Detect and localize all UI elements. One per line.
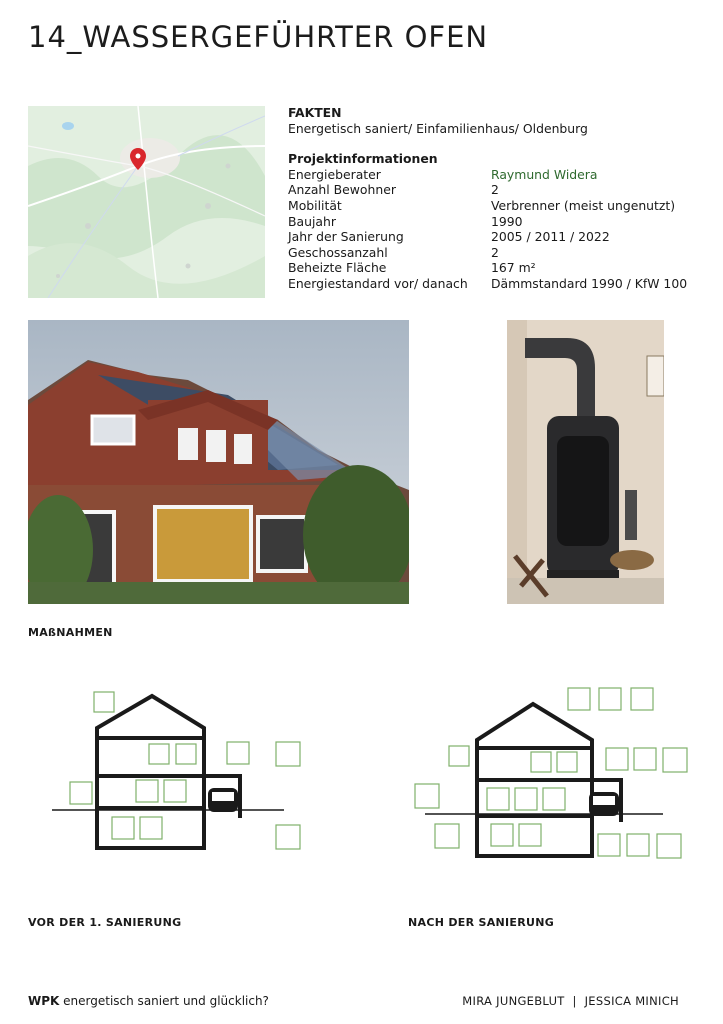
footer-tagline-text: energetisch saniert und glücklich? xyxy=(59,994,269,1008)
footer-brand: WPK xyxy=(28,994,60,1008)
info-value: Raymund Widera xyxy=(491,166,598,182)
car-icon xyxy=(208,788,238,812)
gas-tank-icon xyxy=(140,817,162,839)
window-panel-icon xyxy=(227,742,249,764)
tree-icon xyxy=(415,784,439,808)
power-tower-icon xyxy=(276,825,300,849)
before-heading: VOR DER 1. SANIERUNG xyxy=(28,916,182,929)
info-value: 2 xyxy=(491,244,499,260)
info-row xyxy=(288,229,687,245)
info-value: 2 xyxy=(491,182,499,198)
insulation-wall-icon xyxy=(70,782,92,804)
fan-icon xyxy=(176,744,196,764)
house-photo xyxy=(28,320,409,604)
info-value: Verbrenner (meist ungenutzt) xyxy=(491,197,676,213)
facts-heading: FAKTEN xyxy=(288,105,342,120)
info-row xyxy=(288,245,687,261)
info-key: Energiestandard vor/ danach xyxy=(288,275,468,291)
info-key: Energieberater xyxy=(288,166,381,182)
info-key: Jahr der Sanierung xyxy=(288,229,404,245)
wind-vent-icon xyxy=(276,742,300,766)
info-row xyxy=(288,260,687,276)
fan-icon xyxy=(557,752,577,772)
footer-authors: MIRA JUNGEBLUT | JESSICA MINICH xyxy=(462,994,679,1008)
window-panel-icon xyxy=(606,748,628,770)
house-outline-icon xyxy=(94,692,114,712)
heat-pump-icon xyxy=(449,746,469,766)
gas-tank-icon xyxy=(519,824,541,846)
facts-summary: Energetisch saniert/ Einfamilienhaus/ Oldenburg xyxy=(288,120,588,136)
info-key: Beheizte Fläche xyxy=(288,260,387,276)
facts-block xyxy=(288,105,687,292)
light-bulb-icon xyxy=(164,780,186,802)
location-map xyxy=(28,106,265,298)
water-tap-icon xyxy=(515,788,537,810)
wind-vent-icon xyxy=(663,748,687,772)
battery-icon xyxy=(598,834,620,856)
sun-icon xyxy=(631,688,653,710)
info-key: Baujahr xyxy=(288,213,336,229)
info-value: 167 m² xyxy=(491,260,536,276)
info-key: Mobilität xyxy=(288,197,342,213)
light-bulb-icon xyxy=(543,788,565,810)
diagram-after xyxy=(405,680,705,860)
info-key: Anzahl Bewohner xyxy=(288,182,396,198)
project-heading: Projektinformationen xyxy=(288,151,438,167)
car-icon xyxy=(589,792,619,816)
radiator-icon xyxy=(531,752,551,772)
water-heater-icon xyxy=(491,824,513,846)
info-value: 2005 / 2011 / 2022 xyxy=(491,229,610,245)
diagram-before xyxy=(40,680,320,860)
ventilation-unit-icon xyxy=(634,748,656,770)
page-title: 14_WASSERGEFÜHRTER OFEN xyxy=(28,20,489,54)
water-heater-icon xyxy=(112,817,134,839)
water-tap-icon xyxy=(136,780,158,802)
after-heading: NACH DER SANIERUNG xyxy=(408,916,555,929)
stove-photo xyxy=(507,320,664,604)
wallbox-icon xyxy=(627,834,649,856)
solar-panel-icon xyxy=(568,688,590,710)
info-value: 1990 xyxy=(491,213,523,229)
radiator-icon xyxy=(149,744,169,764)
pv-roof-icon xyxy=(599,688,621,710)
info-row xyxy=(288,182,687,198)
info-row xyxy=(288,214,687,230)
footer-tagline xyxy=(28,994,269,1008)
info-row xyxy=(288,167,687,183)
info-value: Dämmstandard 1990 / KfW 100 xyxy=(491,275,688,291)
power-tower-icon xyxy=(657,834,681,858)
info-row xyxy=(288,198,687,214)
stove-icon xyxy=(487,788,509,810)
house-outline-icon xyxy=(435,824,459,848)
info-key: Geschossanzahl xyxy=(288,244,388,260)
measures-heading: MAßNAHMEN xyxy=(28,626,113,639)
info-row xyxy=(288,276,687,292)
